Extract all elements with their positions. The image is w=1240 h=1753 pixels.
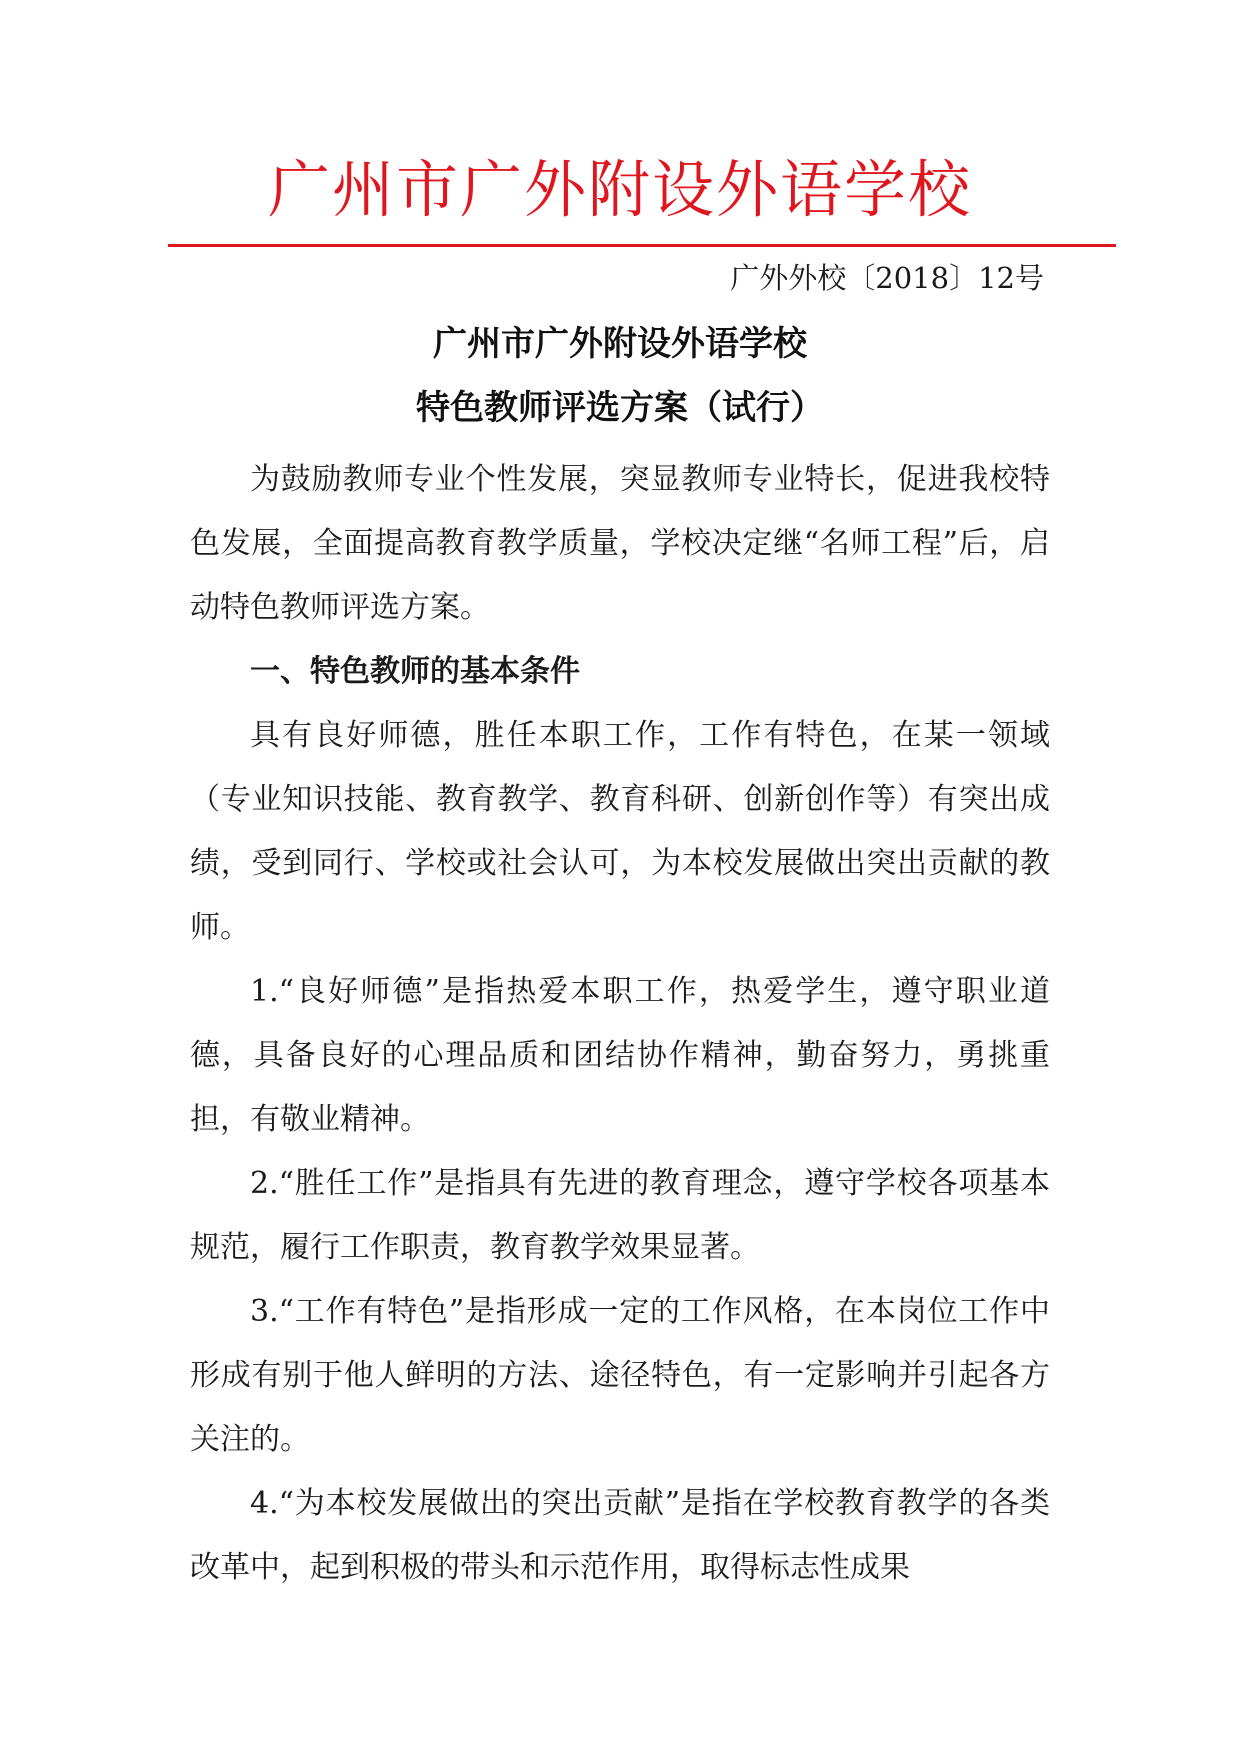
- list-item-2: 2.“胜任工作”是指具有先进的教育理念，遵守学校各项基本规范，履行工作职责，教育教学效果显著。: [190, 1166, 1050, 1265]
- document-body: [190, 448, 1050, 1600]
- intro-paragraph: 为鼓励教师专业个性发展，突显教师专业特长，促进我校特色发展，全面提高教育教学质量，学校决定继“名师工程”后，启动特色教师评选方案。: [190, 462, 1050, 625]
- list-item-4: 4.“为本校发展做出的突出贡献”是指在学校教育教学的各类改革中，起到积极的带头和示范作用，取得标志性成果: [190, 1486, 1050, 1585]
- document-title-line1: 广州市广外附设外语学校: [433, 324, 807, 364]
- section-body-paragraph: 具有良好师德，胜任本职工作，工作有特色，在某一领域（专业知识技能、教育教学、教育科研、创新创作等）有突出成绩，受到同行、学校或社会认可，为本校发展做出突出贡献的教师。: [190, 718, 1050, 945]
- document-title-line2: 特色教师评选方案（试行）: [416, 388, 824, 428]
- list-item-3: 3.“工作有特色”是指形成一定的工作风格，在本岗位工作中形成有别于他人鲜明的方法、途径特色，有一定影响并引起各方关注的。: [190, 1294, 1050, 1457]
- masthead-red-divider: [168, 244, 1116, 247]
- section-heading: 一、特色教师的基本条件: [250, 654, 580, 689]
- masthead-school-name: 广州市广外附设外语学校: [267, 153, 972, 226]
- document-number: 广外外校〔2018〕12号: [730, 261, 1044, 295]
- list-item-1: 1.“良好师德”是指热爱本职工作，热爱学生，遵守职业道德，具备良好的心理品质和团结协作精神，勤奋努力，勇挑重担，有敬业精神。: [190, 974, 1050, 1137]
